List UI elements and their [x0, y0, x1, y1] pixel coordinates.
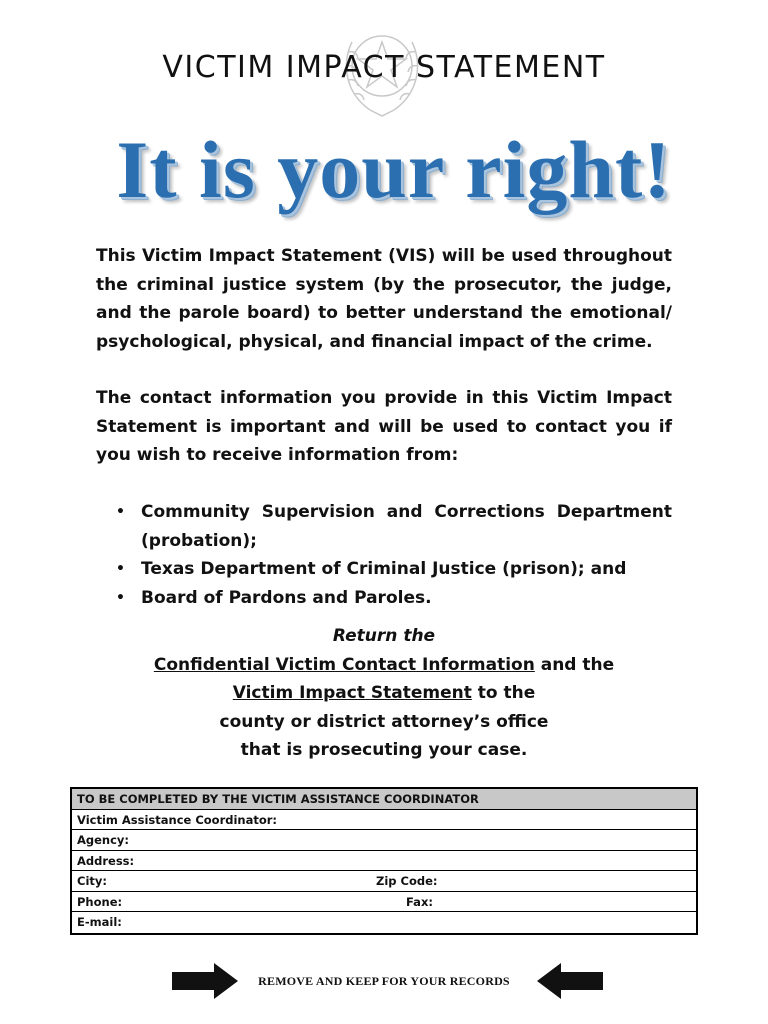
address-field: Address:: [72, 851, 696, 872]
city-field: City:: [77, 874, 107, 888]
zip-field: Zip Code:: [376, 874, 438, 888]
phone-fax-row: [72, 892, 696, 913]
return-line-2: Confidential Victim Contact Information and the: [153, 654, 615, 675]
agency-list: [96, 498, 672, 612]
bullet-icon: •: [116, 589, 125, 606]
document-title: VICTIM IMPACT STATEMENT: [162, 50, 606, 85]
contact-info-form-name: Confidential Victim Contact Information: [153, 654, 535, 675]
email-field: E-mail:: [77, 915, 122, 929]
headline: It is your right!: [116, 124, 672, 215]
coordinator-table: [70, 787, 698, 935]
city-zip-row: [72, 871, 696, 892]
contact-paragraph: The contact information you provide in this Victim Impact Statement is important and will be used to contact you if you wish to receive information from:: [96, 388, 672, 466]
list-item: • Board of Pardons and Paroles.: [96, 584, 672, 613]
return-line-3: Victim Impact Statement to the: [232, 683, 536, 703]
bullet-icon: •: [116, 561, 125, 577]
agency-field: Agency:: [72, 830, 696, 851]
coordinator-field: Victim Assistance Coordinator:: [72, 810, 696, 831]
return-line-1: Return the: [332, 626, 436, 646]
phone-field: Phone:: [77, 894, 123, 909]
arrow-left-icon: [535, 962, 605, 1000]
list-item: • Texas Department of Criminal Justice (prison); and: [96, 555, 672, 584]
return-instructions: [0, 622, 768, 765]
bullet-icon: •: [116, 504, 125, 520]
intro-paragraph: This Victim Impact Statement (VIS) will be used throughout the criminal justice system (by the prosecutor, the judge, and the parole board) to better understand the emotional/ psychological, physical, and financial impact of the crime.: [96, 246, 672, 353]
footer-text: REMOVE AND KEEP FOR YOUR RECORDS: [258, 974, 510, 988]
return-line-5: that is prosecuting your case.: [240, 740, 528, 760]
fax-field: Fax:: [406, 894, 433, 909]
table-header: TO BE COMPLETED BY THE VICTIM ASSISTANCE COORDINATOR: [72, 789, 696, 810]
list-item: • Community Supervision and Corrections Department (probation);: [96, 498, 672, 555]
footer: [0, 962, 768, 1002]
vis-form-name: Victim Impact Statement: [232, 683, 472, 703]
return-line-4: county or district attorney’s office: [219, 711, 549, 732]
